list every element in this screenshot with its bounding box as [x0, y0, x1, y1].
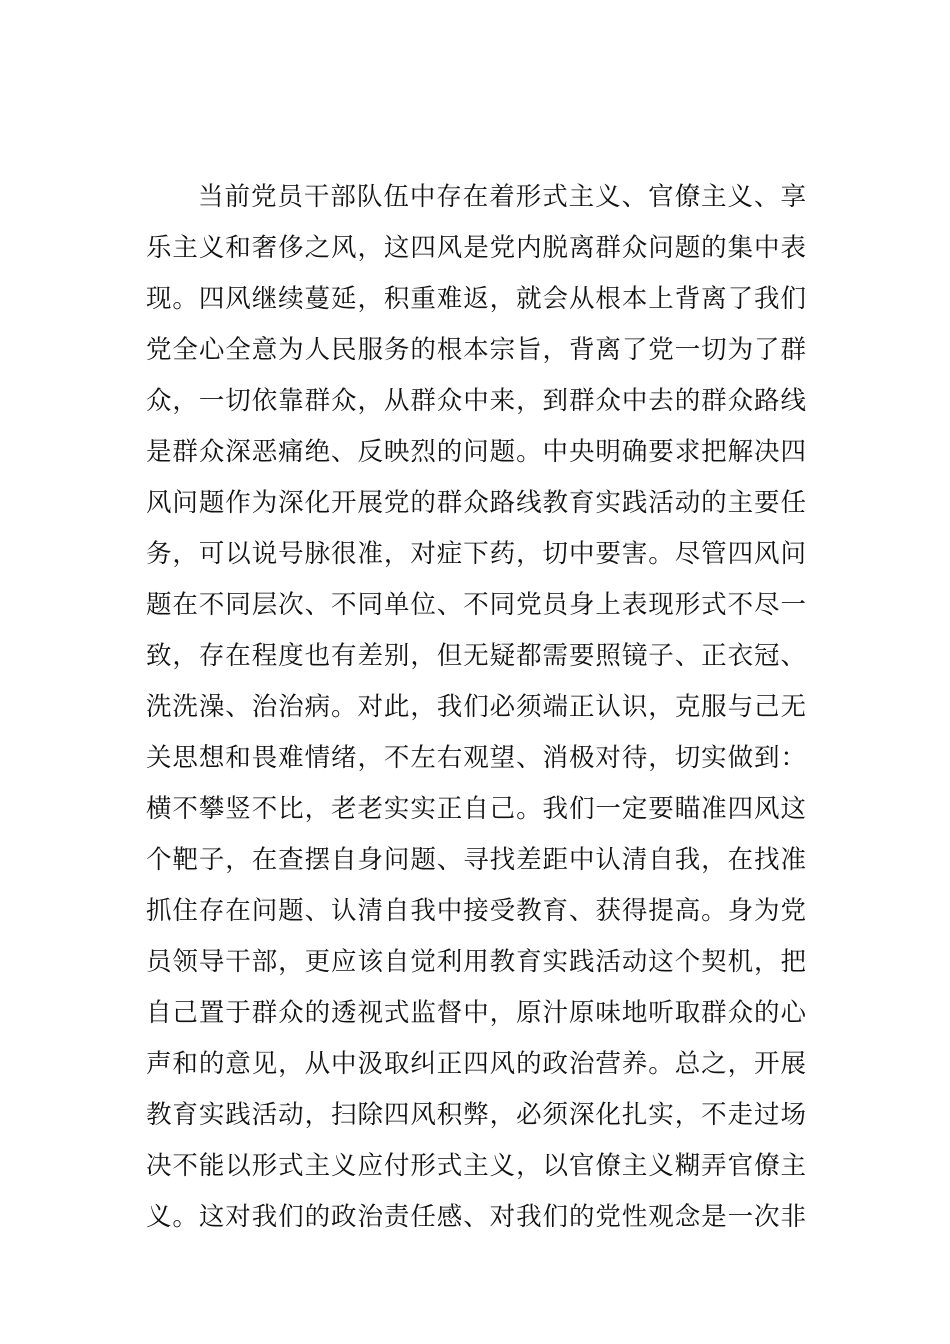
text-line: 题在不同层次、不同单位、不同党员身上表现形式不尽一: [146, 590, 806, 620]
text-line: 员领导干部，更应该自觉利用教育实践活动这个契机，把: [146, 947, 806, 977]
text-line: 抓住存在问题、认清自我中接受教育、获得提高。身为党: [146, 896, 806, 926]
text-line: 风问题作为深化开展党的群众路线教育实践活动的主要任: [146, 488, 806, 518]
text-line: 务，可以说号脉很准，对症下药，切中要害。尽管四风问: [146, 539, 806, 569]
text-line: 是群众深恶痛绝、反映烈的问题。中央明确要求把解决四: [146, 437, 806, 467]
text-line: 现。四风继续蔓延，积重难返，就会从根本上背离了我们: [146, 284, 806, 314]
text-line: 决不能以形式主义应付形式主义，以官僚主义糊弄官僚主: [146, 1151, 806, 1181]
text-line: 关思想和畏难情绪，不左右观望、消极对待，切实做到：: [146, 743, 806, 773]
text-line: 洗洗澡、治治病。对此，我们必须端正认识，克服与己无: [146, 692, 806, 722]
text-line: 致，存在程度也有差别，但无疑都需要照镜子、正衣冠、: [146, 641, 806, 671]
text-line: 声和的意见，从中汲取纠正四风的政治营养。总之，开展: [146, 1049, 806, 1079]
text-line: 乐主义和奢侈之风，这四风是党内脱离群众问题的集中表: [146, 233, 806, 263]
text-line: 当前党员干部队伍中存在着形式主义、官僚主义、享: [198, 182, 806, 212]
text-line: 众，一切依靠群众，从群众中来，到群众中去的群众路线: [146, 386, 806, 416]
text-line: 教育实践活动，扫除四风积弊，必须深化扎实，不走过场: [146, 1100, 806, 1130]
text-line: 横不攀竖不比，老老实实正自己。我们一定要瞄准四风这: [146, 794, 806, 824]
text-line: 自己置于群众的透视式监督中，原汁原味地听取群众的心: [146, 998, 806, 1028]
text-line: 个靶子，在查摆自身问题、寻找差距中认清自我，在找准: [146, 845, 806, 875]
body-paragraph: [146, 172, 806, 1243]
text-line: 党全心全意为人民服务的根本宗旨，背离了党一切为了群: [146, 335, 806, 365]
text-line: 义。这对我们的政治责任感、对我们的党性观念是一次非: [146, 1202, 806, 1232]
